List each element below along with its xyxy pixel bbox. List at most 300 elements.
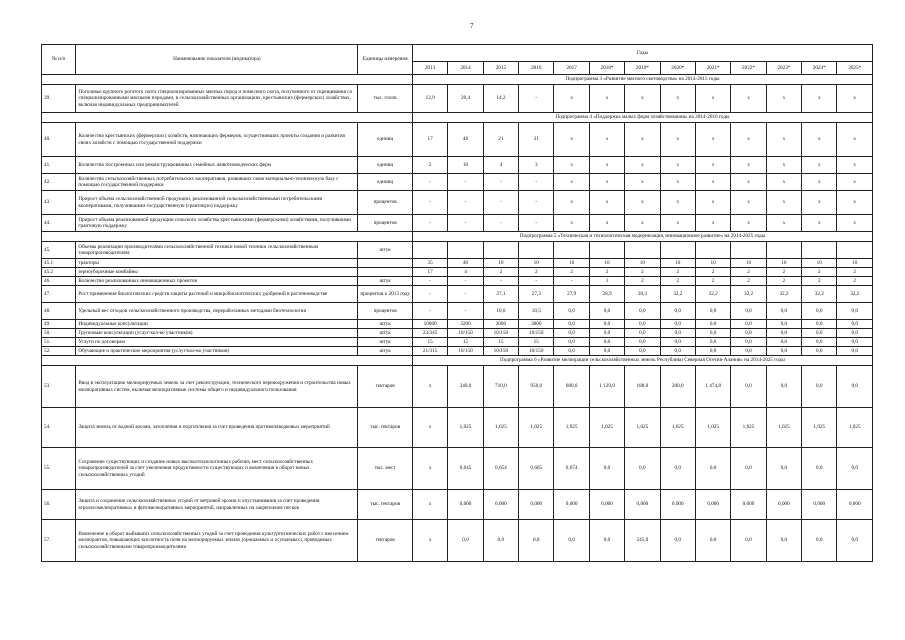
value-cell: 0,0 (660, 320, 695, 329)
indicator-table (41, 44, 873, 562)
indicator-name: Групповые консультации (услуг/кол-во участников) (76, 329, 358, 338)
value-cell: 2 (837, 277, 873, 286)
indicator-name: Ввод в эксплуатацию мелиорируемых земель за счет реконструкции, технического перевооружения и строительства новых мелиоративных систем, включая мелиоративные системы общего и индивидуального пользования (76, 366, 358, 408)
table-row (42, 408, 873, 448)
value-cell: - (412, 286, 447, 303)
value-cell: - (554, 277, 589, 286)
value-cell: 2 (554, 268, 589, 277)
value-cell: - (412, 215, 447, 232)
table-row (42, 329, 873, 338)
value-cell: 710,0 (483, 366, 518, 408)
value-cell: 0,0 (731, 338, 766, 347)
value-cell: х (660, 85, 695, 113)
value-cell (802, 242, 837, 259)
value-cell: 3200 (448, 320, 483, 329)
value-cell (412, 242, 447, 259)
value-cell: 0,0 (731, 448, 766, 490)
value-cell: 15 (412, 338, 447, 347)
section-spacer (42, 75, 413, 85)
year-header-cell: 2013 (412, 62, 447, 75)
value-cell: 0,0 (695, 347, 730, 356)
value-cell: 0,0 (625, 338, 660, 347)
value-cell: 2 (483, 268, 518, 277)
unit-cell: тыс. гектаров (358, 490, 413, 520)
value-cell: 1 474,8 (695, 366, 730, 408)
value-cell: 17 (412, 123, 447, 157)
value-cell: х (766, 191, 801, 215)
unit-cell: штук (358, 320, 413, 329)
value-cell: х (766, 174, 801, 191)
indicator-name: Защита земель от водной эрозии, затопления и подтопления за счет проведения противопаводковых мероприятий (76, 408, 358, 448)
value-cell: 10,5 (519, 303, 554, 320)
value-cell: 0,0 (519, 520, 554, 562)
unit-cell: процентов (358, 191, 413, 215)
value-cell: 30,3 (625, 286, 660, 303)
value-cell: 1 (589, 277, 624, 286)
value-cell: - (483, 277, 518, 286)
value-cell: - (412, 303, 447, 320)
subprogram-row (42, 356, 873, 366)
value-cell: 0,0 (802, 366, 837, 408)
value-cell: х (625, 123, 660, 157)
value-cell: - (448, 303, 483, 320)
value-cell: - (448, 174, 483, 191)
table-row (42, 520, 873, 562)
value-cell: 1,025 (519, 408, 554, 448)
value-cell: х (412, 490, 447, 520)
table-row (42, 259, 873, 268)
value-cell: 0,0 (802, 448, 837, 490)
value-cell: 0,0 (695, 338, 730, 347)
value-cell: 0,0 (837, 520, 873, 562)
unit-cell: единиц (358, 123, 413, 157)
value-cell: - (483, 174, 518, 191)
value-cell: 2 (802, 277, 837, 286)
value-cell: 0,645 (448, 448, 483, 490)
value-cell: 20,4 (448, 85, 483, 113)
value-cell: 0,0 (554, 347, 589, 356)
indicator-name: Сохранение существующих и создание новых высокотехнологичных рабочих мест сельскохозяйственных товаропроизводителей за счет увеличения продуктивности существующих и вовлечения в оборот новых сельскохозяйственных угодий (76, 448, 358, 490)
value-cell: 0,0 (695, 329, 730, 338)
indicator-name: Количество сельскохозяйственных потребительских кооперативов, развивших свою материально-техническую базу с помощью государственной поддержки (76, 174, 358, 191)
value-cell: 0,0 (625, 347, 660, 356)
value-cell: 0,0 (589, 347, 624, 356)
value-cell: 40 (448, 259, 483, 268)
unit-cell: гектаров (358, 520, 413, 562)
unit-cell (358, 268, 413, 277)
indicator-name: Индивидуальные консультации (76, 320, 358, 329)
row-number: 43. (42, 191, 76, 215)
value-cell: 0,000 (554, 490, 589, 520)
value-cell: 10 (766, 259, 801, 268)
value-cell: 0,0 (766, 366, 801, 408)
value-cell: х (554, 215, 589, 232)
value-cell: 0,0 (766, 303, 801, 320)
value-cell: 0,0 (625, 329, 660, 338)
value-cell: 245,0 (625, 520, 660, 562)
unit-cell: штук (358, 329, 413, 338)
value-cell: 0,000 (483, 490, 518, 520)
value-cell: х (625, 85, 660, 113)
value-cell: х (625, 157, 660, 174)
value-cell: 10,0 (483, 303, 518, 320)
section-spacer (42, 113, 413, 123)
table-row (42, 448, 873, 490)
value-cell: 10 (448, 157, 483, 174)
value-cell: - (519, 174, 554, 191)
value-cell: 0,654 (483, 448, 518, 490)
value-cell: х (660, 215, 695, 232)
value-cell: 0,0 (589, 338, 624, 347)
value-cell: 2 (519, 268, 554, 277)
value-cell: 0,0 (731, 520, 766, 562)
row-number: 52. (42, 347, 76, 356)
value-cell (625, 242, 660, 259)
value-cell: 10/150 (483, 347, 518, 356)
value-cell (660, 242, 695, 259)
value-cell: 10 (483, 259, 518, 268)
value-cell: х (766, 85, 801, 113)
indicator-name: Услуги по договорам (76, 338, 358, 347)
col-header-name: Наименование показателя (индикатора) (76, 45, 358, 75)
value-cell: 0,0 (589, 303, 624, 320)
value-cell: х (837, 123, 873, 157)
indicator-name: Объемы реализации производителями сельскохозяйственной техники новой техники сельскохозяйственным товаропроизводителям: (76, 242, 358, 259)
value-cell (554, 242, 589, 259)
value-cell: 12,9 (412, 85, 447, 113)
value-cell: х (837, 191, 873, 215)
value-cell: - (519, 85, 554, 113)
value-cell: 32,2 (802, 286, 837, 303)
year-header-cell: 2023* (766, 62, 801, 75)
table-row (42, 277, 873, 286)
value-cell: 3000 (483, 320, 518, 329)
indicator-name: Прирост объема реализованной продукции сельского хозяйства крестьянскими (фермерскими) хозяйствами, получившими грантовую поддержку (76, 215, 358, 232)
value-cell: - (412, 277, 447, 286)
value-cell: 0,0 (766, 329, 801, 338)
value-cell: 0,000 (731, 490, 766, 520)
table-row (42, 286, 873, 303)
value-cell: 10/150 (448, 347, 483, 356)
value-cell: 0,0 (554, 303, 589, 320)
value-cell: 0,0 (837, 320, 873, 329)
value-cell: 10 (554, 259, 589, 268)
value-cell: - (448, 215, 483, 232)
unit-cell: процентов (358, 303, 413, 320)
year-header-cell: 2017 (554, 62, 589, 75)
value-cell: 1,025 (448, 408, 483, 448)
value-cell: 32,2 (731, 286, 766, 303)
year-header-cell: 2018* (589, 62, 624, 75)
col-header-years: Годы (412, 45, 872, 62)
value-cell: - (412, 191, 447, 215)
row-number: 40. (42, 123, 76, 157)
table-row (42, 268, 873, 277)
row-number: 41. (42, 157, 76, 174)
value-cell: х (695, 85, 730, 113)
value-cell: 21 (483, 123, 518, 157)
value-cell: х (766, 157, 801, 174)
value-cell: 10 (837, 259, 873, 268)
value-cell: х (802, 157, 837, 174)
subprogram-row (42, 232, 873, 242)
value-cell: 0,0 (660, 338, 695, 347)
indicator-name: Рост применения биологических средств защиты растений и микробиологических удобрений в растениеводстве (76, 286, 358, 303)
value-cell: - (483, 191, 518, 215)
value-cell: 0,0 (731, 366, 766, 408)
value-cell: 200,0 (660, 366, 695, 408)
value-cell: 0,0 (589, 448, 624, 490)
value-cell: х (589, 174, 624, 191)
value-cell: 10 (731, 259, 766, 268)
table-row (42, 347, 873, 356)
table-row (42, 157, 873, 174)
table-row (42, 490, 873, 520)
value-cell: 10/150 (519, 347, 554, 356)
year-header-cell: 2014 (448, 62, 483, 75)
value-cell: 0,0 (802, 347, 837, 356)
indicator-name: Удельный вес отходов сельскохозяйственного производства, переработанных методами биотехнологии (76, 303, 358, 320)
value-cell: 0,000 (660, 490, 695, 520)
row-number: 55. (42, 448, 76, 490)
subprogram-title: Подпрограмма 6 «Развитие мелиорации сельскохозяйственных земель Республики Северная Осетия-Алания» на 2014-2025 годы (412, 356, 872, 366)
value-cell: 15 (448, 338, 483, 347)
value-cell: 4 (483, 157, 518, 174)
value-cell: 14,2 (483, 85, 518, 113)
value-cell: 0,0 (448, 520, 483, 562)
value-cell: х (766, 215, 801, 232)
value-cell: х (554, 157, 589, 174)
table-row (42, 366, 873, 408)
value-cell: 1,025 (695, 408, 730, 448)
value-cell: 0,0 (837, 347, 873, 356)
value-cell (589, 242, 624, 259)
value-cell: - (448, 191, 483, 215)
unit-cell: единиц (358, 157, 413, 174)
unit-cell: единиц (358, 174, 413, 191)
value-cell: 10000 (412, 320, 447, 329)
value-cell: 0,000 (625, 490, 660, 520)
indicator-name: Вовлечение в оборот выбывших сельскохозяйственных угодий за счет проведения культуртехнических работ с внесением мелиорантов, повышающих кислотность почв на мелиорируемых землях (орошаемых и осушаемых), проводимых сельскохозяйственными товаропроизводителями (76, 520, 358, 562)
value-cell: 2 (731, 277, 766, 286)
value-cell: х (802, 215, 837, 232)
value-cell: 340,0 (448, 366, 483, 408)
value-cell: х (589, 85, 624, 113)
value-cell (695, 242, 730, 259)
value-cell: х (731, 157, 766, 174)
value-cell: 2 (695, 277, 730, 286)
value-cell: 1,025 (483, 408, 518, 448)
value-cell: 2 (766, 277, 801, 286)
value-cell: 0,0 (731, 303, 766, 320)
value-cell: 10 (519, 259, 554, 268)
value-cell: 27,1 (483, 286, 518, 303)
value-cell: 32,2 (837, 286, 873, 303)
row-number: 50. (42, 329, 76, 338)
section-spacer (42, 232, 413, 242)
row-number: 45.1 (42, 259, 76, 268)
value-cell (483, 242, 518, 259)
value-cell: х (660, 157, 695, 174)
value-cell: 10 (625, 259, 660, 268)
value-cell: х (554, 174, 589, 191)
value-cell: 2 (589, 268, 624, 277)
value-cell: х (837, 157, 873, 174)
value-cell: 0,0 (802, 338, 837, 347)
value-cell: х (695, 215, 730, 232)
row-number: 53. (42, 366, 76, 408)
year-header-cell: 2020* (660, 62, 695, 75)
value-cell: 0,0 (837, 329, 873, 338)
value-cell: 4 (448, 268, 483, 277)
value-cell: 21/315 (412, 347, 447, 356)
value-cell: 0,0 (837, 448, 873, 490)
value-cell: 1,025 (554, 408, 589, 448)
value-cell: 0,0 (625, 303, 660, 320)
unit-cell: процентов к 2013 году (358, 286, 413, 303)
subprogram-title: Подпрограмма 5 «Техническая и технологическая модернизация, инновационное развитие» на 2014-2025 годы (412, 232, 872, 242)
value-cell: 2 (837, 268, 873, 277)
value-cell: х (695, 157, 730, 174)
value-cell: 0,0 (554, 329, 589, 338)
value-cell: 0,674 (554, 448, 589, 490)
value-cell: 28,9 (589, 286, 624, 303)
unit-cell: гектаров (358, 366, 413, 408)
value-cell: - (483, 215, 518, 232)
table-row (42, 174, 873, 191)
value-cell: - (519, 277, 554, 286)
indicator-name: тракторы (76, 259, 358, 268)
indicator-name: Защита и сохранение сельскохозяйственных угодий от ветровой эрозии и опустынивания за счет проведения агролесомелиоративных и фитомелиоративных мероприятий, направленных на закрепление песков (76, 490, 358, 520)
row-number: 49. (42, 320, 76, 329)
table-body (42, 75, 873, 562)
value-cell: 2 (412, 157, 447, 174)
value-cell: х (625, 215, 660, 232)
row-number: 39. (42, 85, 76, 113)
indicator-name: зерноуборочные комбайны (76, 268, 358, 277)
year-header-cell: 2025* (837, 62, 873, 75)
value-cell: 2 (695, 268, 730, 277)
value-cell: 0,000 (589, 490, 624, 520)
value-cell: 3000 (519, 320, 554, 329)
table-row (42, 85, 873, 113)
value-cell: х (802, 85, 837, 113)
indicator-name: Поголовье крупного рогатого скота специализированных мясных пород и помесного скота, полученного от скрещивания со специализированными мясными породами, в сельскохозяйственных организациях, крестьянских (фермерских) хозяйствах, включая индивидуальных предпринимателей (76, 85, 358, 113)
value-cell: х (695, 174, 730, 191)
indicator-name: Количество построенных или реконструированных семейных животноводческих ферм (76, 157, 358, 174)
value-cell: 2 (660, 268, 695, 277)
value-cell: х (837, 174, 873, 191)
value-cell: х (589, 123, 624, 157)
value-cell (731, 242, 766, 259)
value-cell: х (731, 123, 766, 157)
unit-cell: штук (358, 242, 413, 259)
year-header-cell: 2019* (625, 62, 660, 75)
year-header-cell: 2024* (802, 62, 837, 75)
value-cell: 1,025 (589, 408, 624, 448)
value-cell: 0,0 (802, 329, 837, 338)
value-cell: 0,0 (766, 448, 801, 490)
value-cell: 17 (412, 268, 447, 277)
value-cell: 0,0 (837, 303, 873, 320)
value-cell: 0,0 (766, 347, 801, 356)
unit-cell: тыс. гектаров (358, 408, 413, 448)
value-cell: х (589, 215, 624, 232)
value-cell: х (802, 123, 837, 157)
value-cell: 0,0 (554, 520, 589, 562)
value-cell: 27,9 (554, 286, 589, 303)
value-cell: 0,0 (731, 329, 766, 338)
value-cell: 2 (625, 268, 660, 277)
value-cell: х (412, 408, 447, 448)
value-cell: 0,000 (802, 490, 837, 520)
value-cell (837, 242, 873, 259)
indicator-name: Количество крестьянских (фермерских) хозяйств, начинающих фермеров, осуществивших проекты создания и развития своих хозяйств с помощью государственной поддержки (76, 123, 358, 157)
value-cell: 2 (766, 268, 801, 277)
value-cell: 0,000 (837, 490, 873, 520)
value-cell (519, 242, 554, 259)
value-cell: 0,0 (660, 448, 695, 490)
row-number: 46. (42, 277, 76, 286)
year-header-cell: 2015 (483, 62, 518, 75)
subprogram-title: Подпрограмма 4 «Поддержка малых форм хозяйствования» на 2014-2016 годы (412, 113, 872, 123)
value-cell: 0,0 (731, 347, 766, 356)
value-cell: 0,0 (766, 520, 801, 562)
value-cell: 10/150 (483, 329, 518, 338)
value-cell: 2 (802, 268, 837, 277)
value-cell: х (802, 174, 837, 191)
value-cell: х (695, 123, 730, 157)
subprogram-row (42, 75, 873, 85)
value-cell: - (519, 215, 554, 232)
value-cell: 0,000 (448, 490, 483, 520)
value-cell: 0,000 (519, 490, 554, 520)
value-cell: 10/150 (448, 329, 483, 338)
value-cell: - (448, 277, 483, 286)
value-cell: 15 (519, 338, 554, 347)
row-number: 51. (42, 338, 76, 347)
value-cell: 0,0 (802, 320, 837, 329)
value-cell: 32,2 (766, 286, 801, 303)
value-cell: х (731, 191, 766, 215)
value-cell: 956,0 (519, 366, 554, 408)
value-cell: 0,0 (660, 347, 695, 356)
value-cell: х (802, 191, 837, 215)
unit-cell: тыс. голов (358, 85, 413, 113)
value-cell: 0,0 (695, 448, 730, 490)
row-number: 45.2 (42, 268, 76, 277)
indicator-name: Прирост объема сельскохозяйственной продукции, реализованной сельскохозяйственными потребительскими кооперативами, получившими государственную (грантовую) поддержку (76, 191, 358, 215)
indicator-name: Количество реализованных инновационных проектов (76, 277, 358, 286)
row-number: 47. (42, 286, 76, 303)
year-header-cell: 2022* (731, 62, 766, 75)
section-spacer (42, 356, 413, 366)
value-cell: х (412, 448, 447, 490)
value-cell: 0,0 (660, 520, 695, 562)
value-cell: 48 (448, 123, 483, 157)
value-cell: 0,000 (695, 490, 730, 520)
value-cell: 3 (519, 157, 554, 174)
value-cell: 10 (695, 259, 730, 268)
value-cell: - (412, 174, 447, 191)
value-cell: х (837, 85, 873, 113)
value-cell: 10 (802, 259, 837, 268)
value-cell: х (412, 366, 447, 408)
value-cell: 2 (625, 277, 660, 286)
value-cell: 0,0 (695, 320, 730, 329)
value-cell: х (625, 174, 660, 191)
unit-cell (358, 259, 413, 268)
